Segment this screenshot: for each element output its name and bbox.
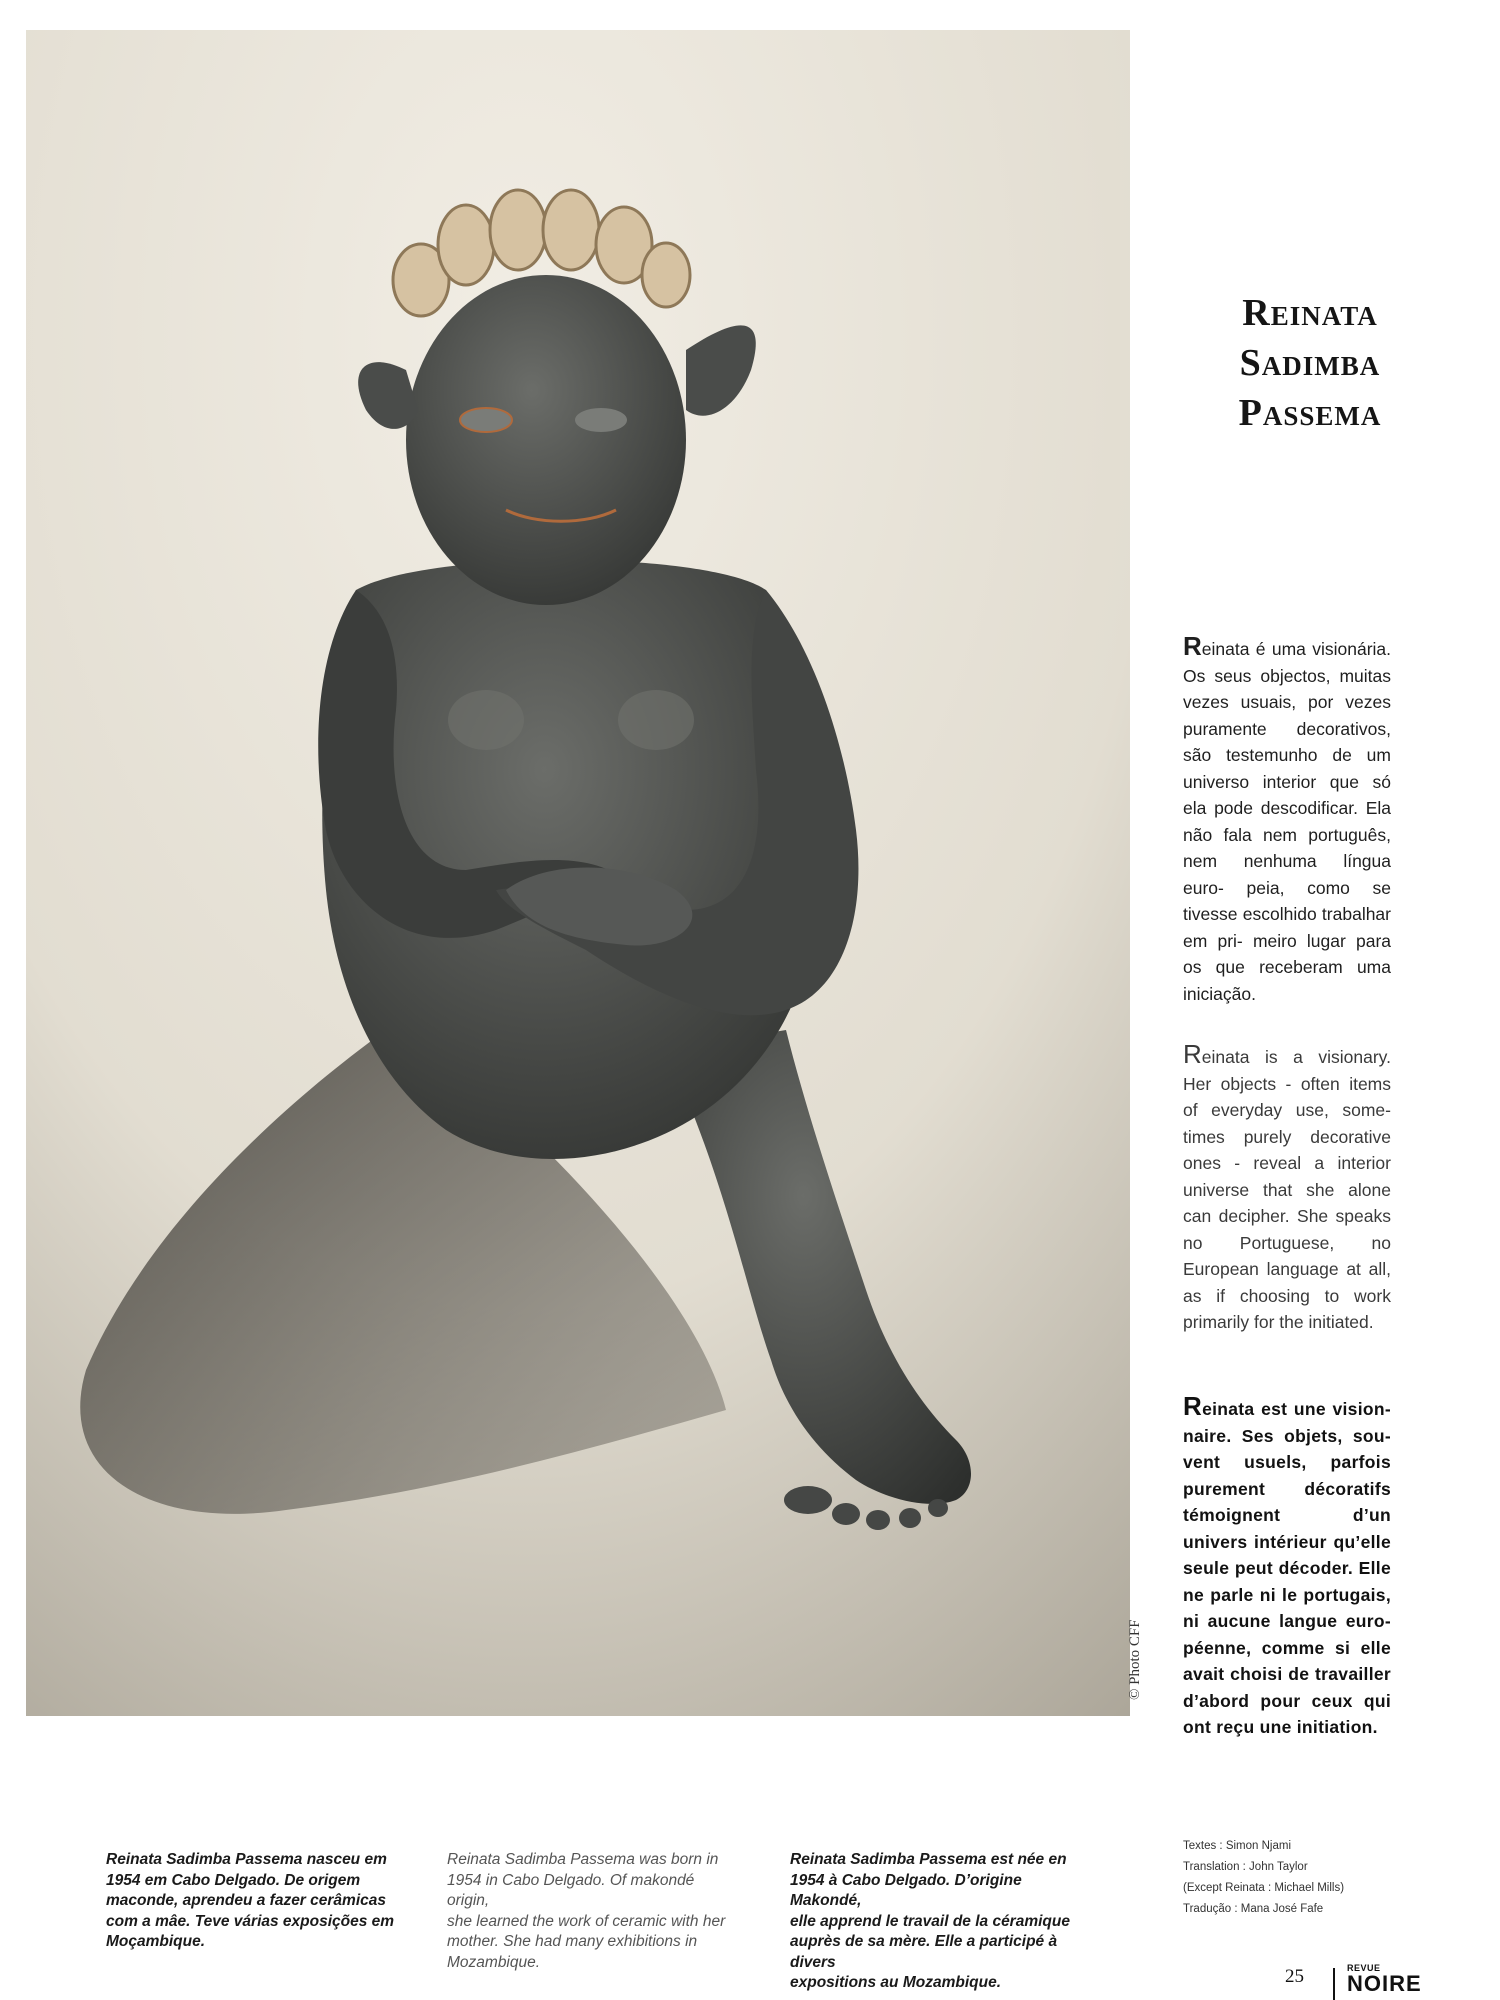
caption-line: Reinata Sadimba Passema nasceu em: [106, 1851, 387, 1868]
page-number: 25: [1285, 1966, 1304, 1987]
text-line: não fala nem português,: [1183, 824, 1391, 845]
text-line: ont reçu une initiation.: [1183, 1717, 1378, 1737]
caption-line: she learned the work of ceramic with her: [447, 1912, 726, 1930]
text-line: peia, como se tivesse: [1183, 877, 1391, 924]
text-line: são testemunho de um: [1183, 745, 1391, 765]
caption-line: auprès de sa mère. Elle a participé à divers: [790, 1933, 1058, 1971]
text-line: intérieur qu’elle seule: [1183, 1531, 1391, 1578]
caption-portuguese: [106, 1850, 396, 1953]
caption-line: com a mâe. Teve várias exposições em: [106, 1912, 395, 1930]
logo-top-text: REVUE: [1347, 1963, 1381, 1973]
text-line: Her objects - often items: [1183, 1073, 1391, 1094]
caption-line: 1954 à Cabo Delgado. D’origine Makondé,: [790, 1871, 1022, 1909]
text-line: receberam uma iniciação.: [1183, 957, 1391, 1004]
text-line: einata est une vision-: [1202, 1399, 1391, 1419]
text-line: d’abord pour ceux qui: [1183, 1690, 1391, 1711]
text-line: universe that she alone: [1183, 1179, 1391, 1200]
caption-line: mother. She had many exhibitions in: [447, 1933, 698, 1950]
text-line: nem nenhuma língua euro-: [1183, 851, 1391, 898]
text-line: aucune langue euro-: [1207, 1611, 1391, 1631]
credit-line: (Except Reinata : Michael Mills): [1183, 1882, 1345, 1894]
text-line: as if choosing to work: [1183, 1285, 1391, 1306]
figure-left-eye: [460, 408, 512, 432]
photo-credit: © Photo CFF: [1127, 1619, 1143, 1700]
magazine-logo: [1347, 1963, 1422, 1996]
text-line: escolhido trabalhar em pri-: [1183, 904, 1391, 951]
text-line: Os seus objectos, muitas: [1183, 665, 1391, 686]
sculpture-photo: [26, 30, 1130, 1716]
title-line: Passema: [1238, 392, 1382, 434]
text-line: no Portuguese, no: [1183, 1232, 1391, 1253]
credit-line: Translation : John Taylor: [1183, 1861, 1308, 1873]
caption-line: elle apprend le travail de la céramique: [790, 1912, 1070, 1930]
caption-french: [790, 1850, 1080, 1994]
text-line: ela pode descodificar. Ela: [1183, 798, 1391, 818]
footer-divider: [1333, 1968, 1335, 2000]
logo-bottom-text: NOIRE: [1347, 1971, 1422, 1996]
text-line: ones - reveal a interior: [1183, 1153, 1391, 1173]
text-line: primarily for the initiated.: [1183, 1312, 1374, 1332]
text-line: péenne, comme si elle: [1183, 1637, 1391, 1658]
text-line: naire. Ses objets, sou-: [1183, 1425, 1391, 1446]
caption-line: Mozambique.: [447, 1953, 541, 1971]
text-line: of everyday use, some-: [1183, 1100, 1391, 1120]
text-line: avait choisi de travailler: [1183, 1664, 1391, 1684]
text-line: universo interior que só: [1183, 771, 1391, 792]
title-line: Reinata: [1242, 292, 1378, 334]
text-line: times purely decorative: [1183, 1126, 1391, 1147]
figure-head: [406, 275, 686, 605]
figure-right-eye: [575, 408, 627, 432]
text-english: [1183, 1039, 1391, 1336]
sculpture-illustration: [26, 30, 1130, 1716]
text-line: einata é uma visionária.: [1201, 639, 1391, 659]
caption-english: [447, 1850, 737, 1973]
text-french: [1183, 1391, 1391, 1741]
text-line: témoignent d’un univers: [1183, 1505, 1391, 1552]
text-line: can decipher. She speaks: [1183, 1206, 1391, 1226]
text-line: parle ni le portugais, ni: [1183, 1584, 1391, 1631]
caption-line: Moçambique.: [106, 1933, 206, 1950]
text-line: einata is a visionary.: [1201, 1047, 1391, 1067]
text-line: European language at all,: [1183, 1259, 1391, 1279]
text-line: meiro lugar para os que: [1183, 930, 1391, 977]
text-line: puramente decorativos,: [1183, 718, 1391, 739]
text-line: vezes usuais, por vezes: [1183, 692, 1391, 712]
drop-initial: R: [1183, 631, 1202, 661]
text-line: peut décoder. Elle ne: [1183, 1558, 1391, 1605]
caption-line: 1954 em Cabo Delgado. De origem: [106, 1871, 361, 1889]
drop-initial: R: [1183, 1391, 1203, 1421]
text-portuguese: [1183, 631, 1391, 1007]
text-line: vent usuels, parfois: [1183, 1452, 1391, 1472]
caption-line: Reinata Sadimba Passema est née en: [790, 1851, 1067, 1868]
page-title: [1195, 288, 1425, 438]
credit-line: Textes : Simon Njami: [1183, 1840, 1292, 1852]
title-line: Sadimba: [1239, 342, 1381, 384]
caption-line: 1954 in Cabo Delgado. Of makondé origin,: [447, 1871, 695, 1909]
caption-line: expositions au Mozambique.: [790, 1974, 1001, 1991]
drop-initial: R: [1183, 1039, 1202, 1069]
caption-line: Reinata Sadimba Passema was born in: [447, 1851, 719, 1868]
caption-line: maconde, aprendeu a fazer cerâmicas: [106, 1892, 386, 1909]
text-line: purement décoratifs: [1183, 1478, 1391, 1499]
text-credits: [1183, 1836, 1403, 1920]
credit-line: Tradução : Mana José Fafe: [1183, 1903, 1324, 1915]
